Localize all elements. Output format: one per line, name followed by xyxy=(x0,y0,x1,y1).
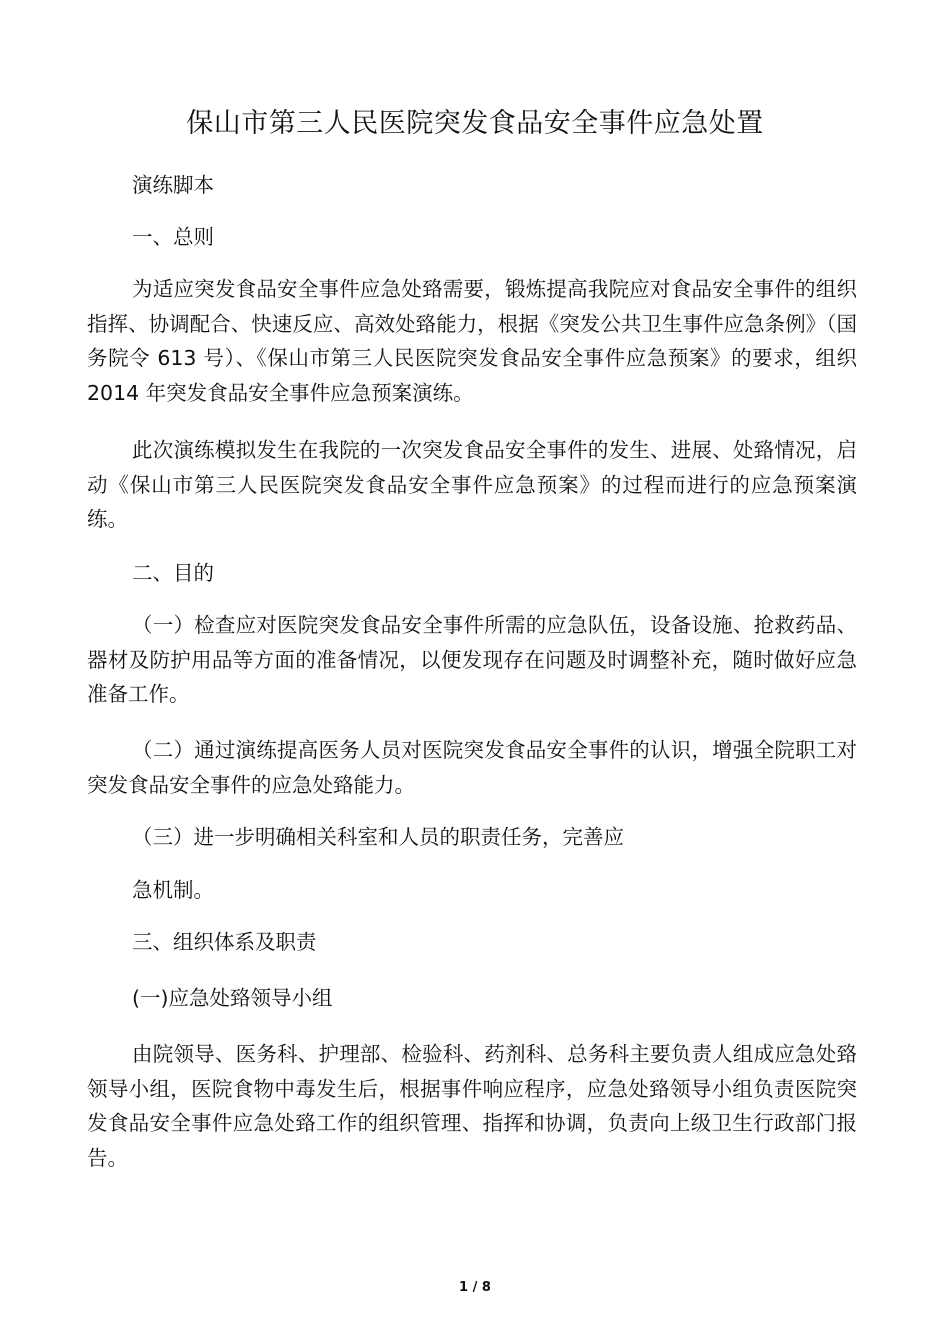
paragraph-purpose-basis: 为适应突发食品安全事件应急处臵需要，锻炼提高我院应对食品安全事件的组织指挥、协调配合、快速反应、高效处臵能力，根据《突发公共卫生事件应急条例》（国务院令 613 号）、《保山市第三人民医院突发食品安全事件应急预案》的要求，组织 2014 年突发食品安全事件应急预案演练。 xyxy=(87,277,857,405)
paragraph-objective-3: （三）进一步明确相关科室和人员的职责任务，完善应 xyxy=(132,825,624,849)
paragraph-leadership-group: 由院领导、医务科、护理部、检验科、药剂科、总务科主要负责人组成应急处臵领导小组，医院食物中毒发生后，根据事件响应程序，应急处臵领导小组负责医院突发食品安全事件应急处臵工作的组织管理、指挥和协调，负责向上级卫生行政部门报告。 xyxy=(87,1042,857,1170)
paragraph-objective-2: （二）通过演练提高医务人员对医院突发食品安全事件的认识，增强全院职工对突发食品安全事件的应急处臵能力。 xyxy=(87,738,857,797)
page-number: 1 / 8 xyxy=(459,1280,491,1295)
subsection-heading-leadership-group: (一)应急处臵领导小组 xyxy=(132,986,333,1010)
paragraph-simulation: 此次演练模拟发生在我院的一次突发食品安全事件的发生、进展、处臵情况，启动《保山市第三人民医院突发食品安全事件应急预案》的过程而进行的应急预案演练。 xyxy=(87,438,857,531)
paragraph-objective-1: （一）检查应对医院突发食品安全事件所需的应急队伍，设备设施、抢救药品、器材及防护用品等方面的准备情况，以便发现存在问题及时调整补充，随时做好应急准备工作。 xyxy=(87,613,857,706)
paragraph-objective-3-continued: 急机制。 xyxy=(132,878,214,902)
section-heading-organization: 三、组织体系及职责 xyxy=(132,930,317,954)
section-heading-general: 一、总则 xyxy=(132,225,214,249)
section-heading-objectives: 二、目的 xyxy=(132,561,214,585)
document-title: 保山市第三人民医院突发食品安全事件应急处置 xyxy=(186,108,764,139)
paragraph-subtitle: 演练脚本 xyxy=(132,173,214,197)
